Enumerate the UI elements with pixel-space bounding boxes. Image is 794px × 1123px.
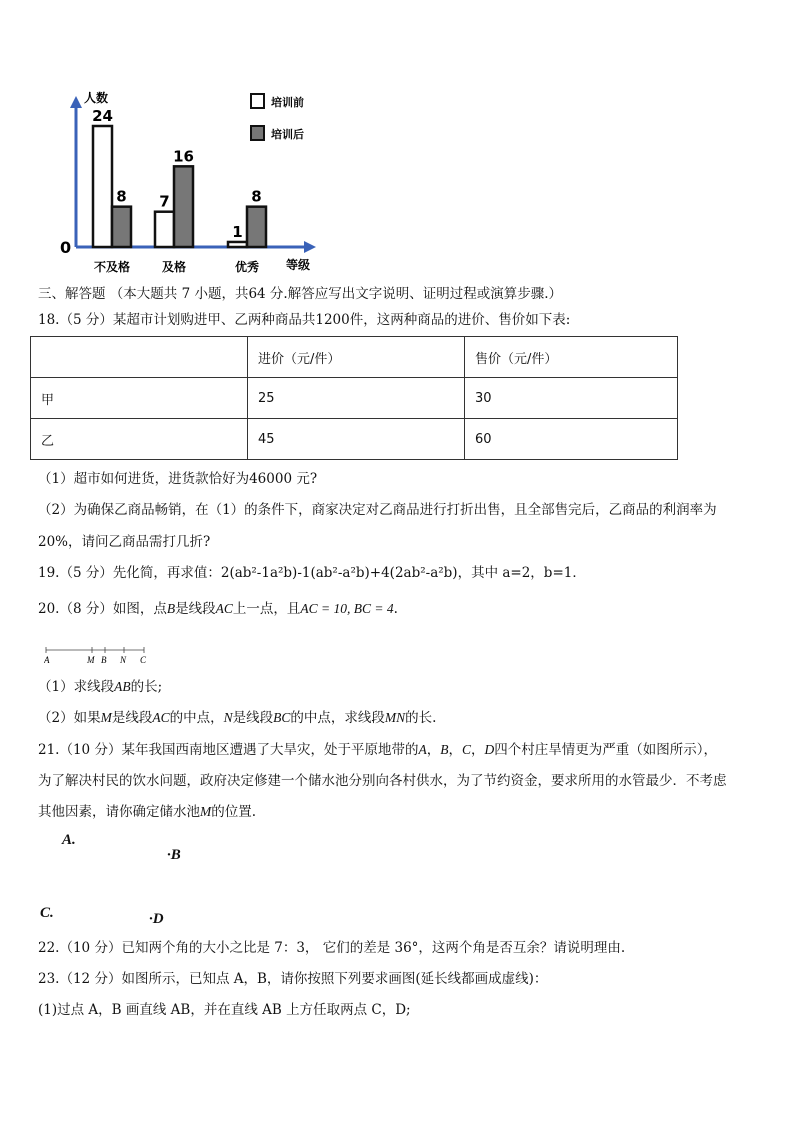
table-cell: 乙 xyxy=(31,419,248,460)
bar-before xyxy=(155,212,174,247)
origin-label: 0 xyxy=(60,238,72,257)
q20-stem: 20.（8 分）如图，点B是线段AC上一点，且AC = 10, BC = 4. xyxy=(38,601,398,617)
table-header-cell: 进价（元/件） xyxy=(248,337,465,378)
q18-part1: （1）超市如何进货，进货款恰好为46000 元? xyxy=(38,471,318,487)
section-heading: 三、解答题 （本大题共 7 小题，共64 分.解答应写出文字说明、证明过程或演算步骤.） xyxy=(38,286,563,302)
q23-stem: 23.（12 分）如图所示，已知点 A，B，请你按照下列要求画图(延长线都画成虚线)： xyxy=(38,971,548,987)
bar-before xyxy=(228,242,247,247)
q18-part2-line2: 20%，请问乙商品需打几折? xyxy=(38,534,211,550)
table-cell: 25 xyxy=(248,378,465,419)
q19: 19.（5 分）先化简，再求值：2(ab²-1a²b)-1(ab²-a²b)+4(2ab²-a²b)，其中 a=2，b=1． xyxy=(38,565,586,581)
point-label-b: B xyxy=(101,655,107,665)
table-cell: 45 xyxy=(248,419,465,460)
bar-value-label: 24 xyxy=(92,107,113,125)
table-cell: 甲 xyxy=(31,378,248,419)
bar-after xyxy=(174,166,193,247)
q20-part1: （1）求线段AB的长; xyxy=(38,679,163,695)
bar-value-label: 8 xyxy=(116,187,127,206)
legend-label: 培训前 xyxy=(271,96,304,109)
bar-after xyxy=(247,207,266,247)
village-c-point: C. xyxy=(40,905,54,921)
table-header-cell xyxy=(31,337,248,378)
bar-chart xyxy=(48,86,338,278)
bar-value-label: 16 xyxy=(173,147,194,166)
q18-stem: 18.（5 分）某超市计划购进甲、乙两种商品共1200件，这两种商品的进价、售价如下表: xyxy=(38,312,571,328)
bar-value-label: 7 xyxy=(159,192,170,211)
category-label: 及格 xyxy=(161,260,187,274)
q20-part2: （2）如果M是线段AC的中点，N是线段BC的中点，求线段MN的长. xyxy=(38,710,437,726)
segment-figure xyxy=(44,645,276,667)
x-axis-label: 等级 xyxy=(286,258,311,272)
q21-line1: 21.（10 分）某年我国西南地区遭遇了大旱灾，处于平原地带的A，B，C，D四个村庄旱情更为严重（如图所示）， xyxy=(38,742,717,758)
q23-part1: (1)过点 A，B 画直线 AB，并在直线 AB 上方任取两点 C，D; xyxy=(38,1002,411,1018)
table-header-row xyxy=(31,337,678,378)
category-label: 优秀 xyxy=(234,260,260,274)
q21-line2: 为了解决村民的饮水问题，政府决定修建一个储水池分别向各村供水，为了节约资金，要求所用的水管最少．不考虑 xyxy=(38,773,727,789)
bar-value-label: 8 xyxy=(251,187,262,206)
q18-part2-line1: （2）为确保乙商品畅销，在（1）的条件下，商家决定对乙商品进行打折出售，且全部售完后，乙商品的利润率为 xyxy=(38,502,717,518)
q21-line3: 其他因素，请你确定储水池M的位置. xyxy=(38,804,257,820)
legend-label: 培训后 xyxy=(271,128,304,141)
x-axis-arrow xyxy=(304,241,316,253)
bar-before xyxy=(93,126,112,247)
point-label-c: C xyxy=(140,655,147,665)
table-header-cell: 售价（元/件） xyxy=(465,337,678,378)
table-row xyxy=(31,419,678,460)
q22: 22.（10 分）已知两个角的大小之比是 7：3， 它们的差是 36°，这两个角是否互余？请说明理由. xyxy=(38,940,626,956)
point-label-m: M xyxy=(87,655,95,665)
legend-swatch xyxy=(251,126,264,140)
bar-after xyxy=(112,207,131,247)
y-axis-label: 人数 xyxy=(84,91,109,105)
price-table xyxy=(30,336,678,460)
y-axis-arrow xyxy=(70,96,82,108)
village-b-point: ·B xyxy=(167,847,181,863)
village-d-point: ·D xyxy=(149,911,164,927)
point-label-a: A xyxy=(44,655,50,665)
bar-value-label: 1 xyxy=(232,222,243,241)
village-a-point: A. xyxy=(62,832,76,848)
point-label-n: N xyxy=(120,655,127,665)
category-label: 不及格 xyxy=(93,260,131,274)
table-row xyxy=(31,378,678,419)
table-cell: 30 xyxy=(465,378,678,419)
legend-swatch xyxy=(251,94,264,108)
table-cell: 60 xyxy=(465,419,678,460)
